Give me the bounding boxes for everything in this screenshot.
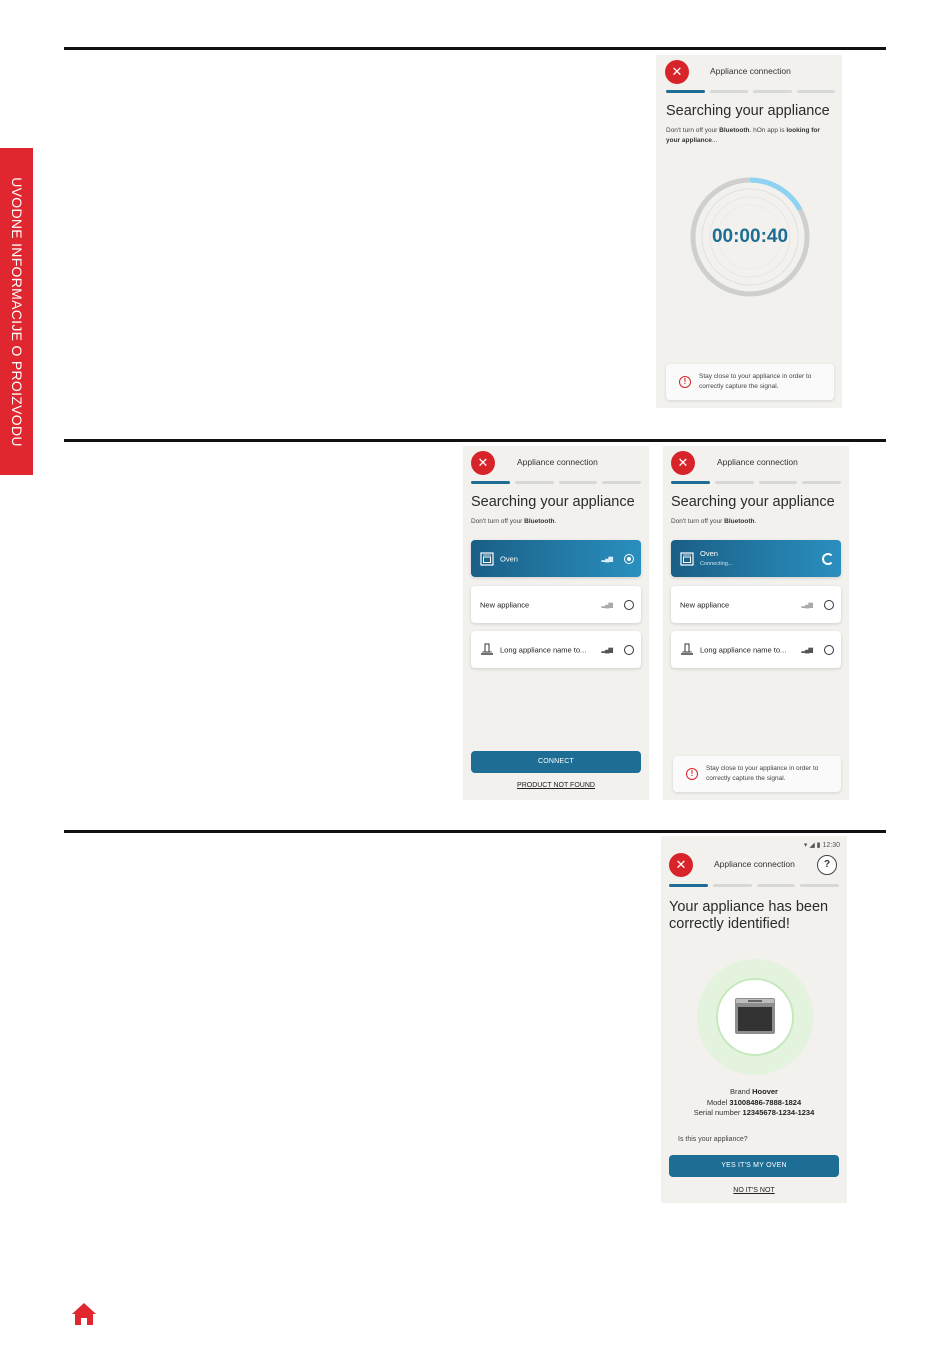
radio-button[interactable]	[624, 600, 634, 610]
warning-icon: !	[679, 376, 691, 388]
appliance-item-new[interactable]	[471, 586, 641, 623]
appliance-item-oven[interactable]	[471, 540, 641, 577]
status-time: 12:30	[822, 842, 840, 849]
step-progress	[669, 884, 839, 887]
page-title: Searching your appliance	[666, 103, 830, 119]
no-its-not-link[interactable]: NO IT'S NOT	[733, 1187, 775, 1194]
screen-header: Appliance connection	[517, 457, 598, 467]
appliance-illustration	[696, 958, 814, 1076]
appliance-item-hood[interactable]	[671, 631, 841, 668]
step-progress	[666, 90, 835, 93]
signal-icon: ▂▄▆	[601, 602, 612, 608]
page-title	[669, 899, 828, 933]
product-not-found-link[interactable]: PRODUCT NOT FOUND	[517, 782, 595, 789]
model-label: Model	[706, 1097, 728, 1107]
chapter-side-tab-label: UVODNE INFORMACIJE O PROIZVODU	[8, 176, 25, 447]
close-icon[interactable]: ✕	[669, 853, 693, 877]
serial-label: Serial number	[693, 1108, 741, 1117]
close-icon[interactable]: ✕	[671, 451, 695, 475]
page-title: Searching your appliance	[671, 494, 835, 510]
page-title: Searching your appliance	[471, 494, 635, 510]
section-divider-2	[64, 439, 886, 442]
appliance-name: Long appliance name to...	[700, 645, 787, 654]
serial-value: 12345678-1234-1234	[742, 1108, 815, 1117]
brand-value: Hoover	[752, 1087, 778, 1096]
signal-icon: ▂▄▆	[601, 647, 612, 653]
warning-icon: !	[686, 768, 698, 780]
loading-spinner-icon	[822, 553, 834, 565]
timer-value: 00:00:40	[711, 226, 789, 247]
appliance-name: New appliance	[680, 600, 730, 609]
appliance-item-oven[interactable]	[671, 540, 841, 577]
home-icon[interactable]	[71, 1302, 97, 1326]
screen-searching-timer	[656, 55, 842, 408]
hood-icon	[480, 643, 494, 657]
appliance-name: Oven	[700, 549, 718, 558]
yes-its-my-oven-button[interactable]: YES IT'S MY OVEN	[669, 1155, 839, 1177]
appliance-item-new[interactable]	[671, 586, 841, 623]
signal-hint-box	[673, 756, 841, 792]
model-value: 31008486-7888-1824	[729, 1097, 802, 1107]
screen-header: Appliance connection	[717, 457, 798, 467]
radio-button[interactable]	[824, 645, 834, 655]
oven-icon	[680, 552, 694, 566]
battery-icon: ▮	[816, 842, 821, 849]
close-icon[interactable]: ✕	[471, 451, 495, 475]
screen-appliance-list	[463, 446, 649, 800]
screen-connecting	[663, 446, 849, 800]
signal-hint-text: Stay close to your appliance in order to correctly capture the signal.	[699, 373, 812, 390]
signal-icon: ▂▄▆	[801, 647, 812, 653]
help-icon[interactable]: ?	[817, 855, 837, 875]
wifi-icon: ▾	[803, 842, 808, 849]
page-subtitle: Don't turn off your Bluetooth.	[471, 518, 557, 525]
page-title-line2: correctly identified!	[669, 916, 790, 932]
oven-icon	[480, 552, 494, 566]
radio-button[interactable]	[624, 645, 634, 655]
cell-signal-icon: ◢	[809, 842, 815, 849]
step-progress	[471, 481, 641, 484]
appliance-name: Oven	[500, 554, 518, 563]
screen-header: Appliance connection	[710, 66, 791, 76]
step-progress	[671, 481, 841, 484]
signal-hint-box	[666, 364, 834, 400]
signal-icon: ▂▄▆	[601, 556, 612, 562]
radio-button[interactable]	[824, 600, 834, 610]
connect-button[interactable]: CONNECT	[471, 751, 641, 773]
page-title-line1: Your appliance has been	[669, 899, 829, 915]
screen-appliance-identified	[661, 836, 847, 1203]
appliance-name: Long appliance name to...	[500, 645, 587, 654]
hood-icon	[680, 643, 694, 657]
section-divider-3	[64, 830, 886, 833]
signal-hint-text: Stay close to your appliance in order to correctly capture the signal.	[706, 765, 819, 782]
countdown-timer	[690, 177, 810, 297]
section-divider-1	[64, 47, 886, 50]
page-subtitle: Don't turn off your Bluetooth.	[671, 518, 757, 525]
radio-selected[interactable]	[624, 554, 634, 564]
appliance-name: New appliance	[480, 600, 530, 609]
page-subtitle: Don't turn off your Bluetooth. hOn app is looking for your appliance...	[666, 127, 820, 144]
confirm-question: Is this your appliance?	[678, 1136, 748, 1143]
close-icon[interactable]: ✕	[665, 60, 689, 84]
status-bar	[804, 841, 840, 849]
screen-header: Appliance connection	[714, 859, 795, 869]
chapter-side-tab	[0, 148, 33, 475]
appliance-item-hood[interactable]	[471, 631, 641, 668]
signal-icon: ▂▄▆	[801, 602, 812, 608]
connecting-status: Connecting...	[700, 561, 733, 567]
appliance-details	[661, 1087, 847, 1119]
brand-label: Brand	[730, 1087, 751, 1096]
